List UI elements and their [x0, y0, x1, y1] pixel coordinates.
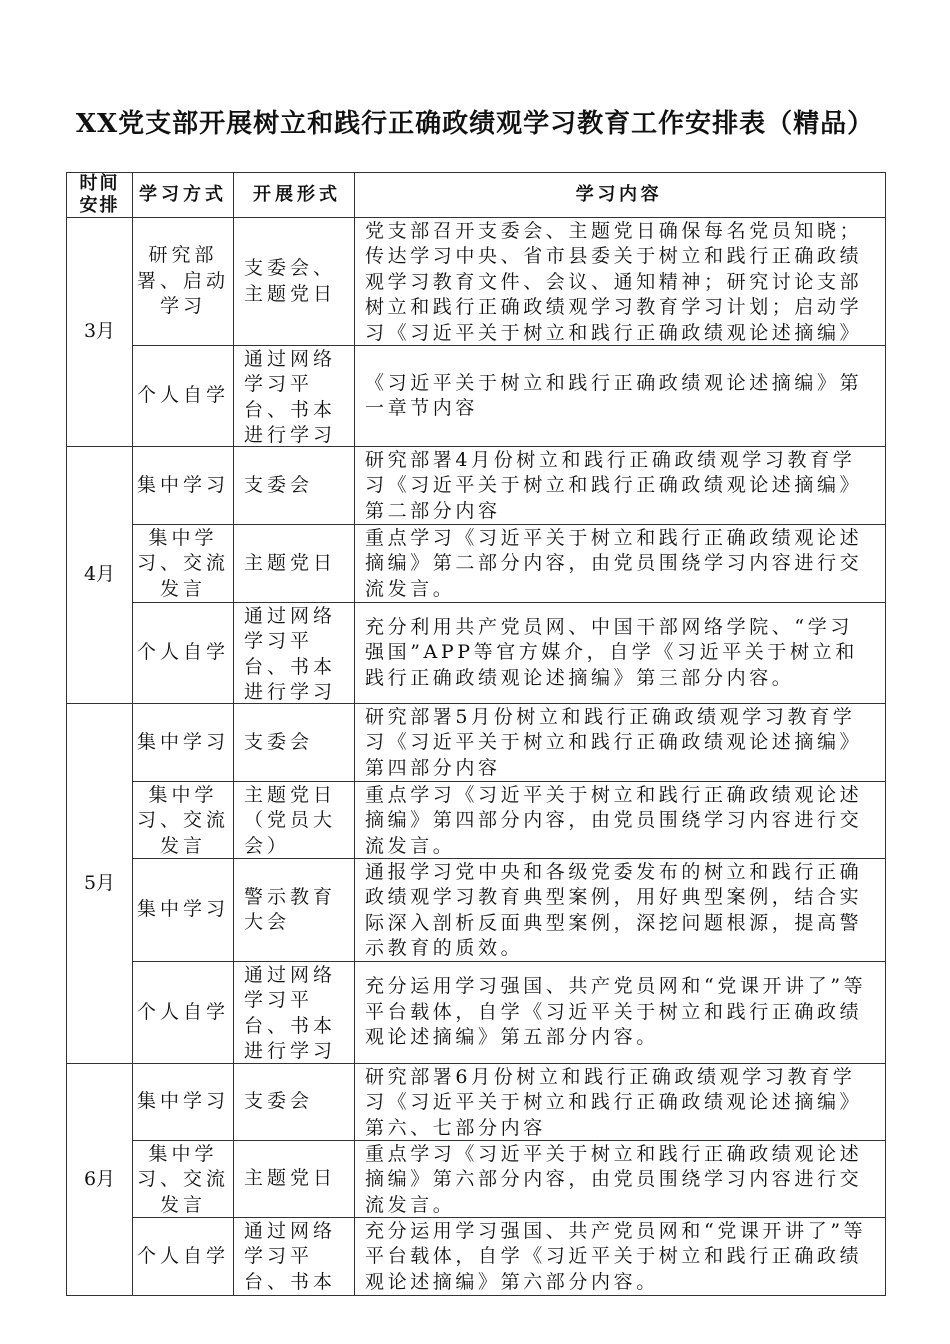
form-cell-text: 通过网络学习平台、书本进行学习: [244, 963, 337, 1062]
content-cell: [355, 1064, 886, 1141]
method-cell: [133, 962, 234, 1064]
form-cell-text: 通过网络学习平台、书本进行学习: [244, 604, 337, 703]
method-cell: [133, 346, 234, 447]
content-cell-text: 研究部署4月份树立和践行正确政绩观学习教育学习《习近平关于树立和践行正确政绩观论述摘编》第二部分内容: [365, 448, 863, 522]
content-cell: [355, 782, 886, 859]
form-cell-text: 警示教育大会: [244, 885, 337, 933]
table-row: [67, 1141, 886, 1218]
content-cell: [355, 603, 886, 704]
table-row: [67, 603, 886, 704]
form-cell: [234, 603, 355, 704]
header-method: 学习方式: [133, 173, 234, 218]
month-cell: 4月: [67, 447, 133, 704]
content-cell-text: 重点学习《习近平关于树立和践行正确政绩观论述摘编》第四部分内容，由党员围绕学习内容进行交流发言。: [365, 783, 863, 857]
form-cell-text: 主题党日: [244, 551, 337, 574]
form-cell: [234, 962, 355, 1064]
method-cell: [133, 603, 234, 704]
header-time: 时间安排: [67, 173, 133, 218]
content-cell: [355, 962, 886, 1064]
method-cell-text: 个人自学: [137, 384, 229, 407]
method-cell: [133, 1218, 234, 1296]
table-row: [67, 218, 886, 346]
form-cell-text: 支委会: [244, 473, 314, 496]
form-cell: [234, 1064, 355, 1141]
content-cell-text: 《习近平关于树立和践行正确政绩观论述摘编》第一章节内容: [365, 371, 863, 419]
method-cell: [133, 859, 234, 962]
method-cell-text: 个人自学: [137, 1000, 229, 1023]
form-cell-text: 通过网络学习平台、书本进行学习: [244, 347, 337, 446]
method-cell: [133, 782, 234, 859]
month-cell: 5月: [67, 704, 133, 1064]
method-cell-text: 集中学习、交流发言: [137, 783, 229, 857]
method-cell-text: 集中学习、交流发言: [137, 526, 229, 600]
table-row: [67, 447, 886, 525]
form-cell: [234, 859, 355, 962]
content-cell-text: 研究部署5月份树立和践行正确政绩观学习教育学习《习近平关于树立和践行正确政绩观论述摘编》第四部分内容: [365, 705, 863, 779]
method-cell-text: 集中学习: [137, 1090, 229, 1113]
table-body: [67, 218, 886, 1296]
table-row: [67, 1218, 886, 1296]
table-row: [67, 962, 886, 1064]
form-cell-text: 主题党日（党员大会）: [244, 783, 337, 857]
form-cell-text: 支委会、主题党日: [244, 257, 337, 305]
content-cell-text: 通报学习党中央和各级党委发布的树立和践行正确政绩观学习教育典型案例，用好典型案例，结合实际深入剖析反面典型案例，深挖问题根源，提高警示教育的质效。: [365, 860, 863, 959]
method-cell: [133, 704, 234, 782]
method-cell-text: 集中学习: [137, 730, 229, 753]
method-cell: [133, 447, 234, 525]
form-cell-text: 支委会: [244, 730, 314, 753]
method-cell-text: 个人自学: [137, 641, 229, 664]
content-cell-text: 充分运用学习强国、共产党员网和“党课开讲了”等平台载体，自学《习近平关于树立和践行正确政绩观论述摘编》第六部分内容。: [365, 1219, 867, 1293]
content-cell: [355, 218, 886, 346]
content-cell-text: 党支部召开支委会、主题党日确保每名党员知晓；传达学习中央、省市县委关于树立和践行正确政绩观学习教育文件、会议、通知精神；研究讨论支部树立和践行正确政绩观学习教育学习计划；启动学习《习近平关于树立和践行正确政绩观论述摘编》: [365, 219, 863, 344]
method-cell: [133, 218, 234, 346]
content-cell: [355, 859, 886, 962]
content-cell-text: 重点学习《习近平关于树立和践行正确政绩观论述摘编》第二部分内容，由党员围绕学习内容进行交流发言。: [365, 526, 863, 600]
table-header-row: [67, 173, 886, 218]
content-cell: [355, 346, 886, 447]
table-row: [67, 346, 886, 447]
content-cell: [355, 704, 886, 782]
method-cell-text: 个人自学: [137, 1244, 229, 1267]
table-row: [67, 525, 886, 603]
schedule-table: [66, 172, 886, 1296]
method-cell: [133, 1064, 234, 1141]
month-cell: 3月: [67, 218, 133, 447]
form-cell: [234, 1141, 355, 1218]
form-cell-text: 主题党日: [244, 1167, 337, 1190]
content-cell-text: 充分运用学习强国、共产党员网和“党课开讲了”等平台载体，自学《习近平关于树立和践行正确政绩观论述摘编》第五部分内容。: [365, 975, 867, 1049]
form-cell: [234, 447, 355, 525]
form-cell: [234, 218, 355, 346]
content-cell: [355, 1218, 886, 1296]
header-content: 学习内容: [355, 173, 886, 218]
table-row: [67, 1064, 886, 1141]
month-cell: 6月: [67, 1064, 133, 1296]
table-row: [67, 782, 886, 859]
method-cell-text: 集中学习: [137, 473, 229, 496]
method-cell-text: 研究部署、启动学习: [137, 244, 229, 318]
content-cell: [355, 1141, 886, 1218]
method-cell: [133, 525, 234, 603]
content-cell: [355, 447, 886, 525]
table-row: [67, 859, 886, 962]
form-cell: [234, 782, 355, 859]
content-cell: [355, 525, 886, 603]
form-cell: [234, 525, 355, 603]
form-cell: [234, 1218, 355, 1296]
document-title: XX党支部开展树立和践行正确政绩观学习教育工作安排表（精品）: [75, 109, 875, 139]
content-cell-text: 充分利用共产党员网、中国干部网络学院、“学习强国”APP等官方媒介，自学《习近平关于树立和践行正确政绩观论述摘编》第三部分内容。: [365, 615, 858, 689]
form-cell: [234, 346, 355, 447]
form-cell-text: 支委会: [244, 1090, 314, 1113]
header-form: 开展形式: [234, 173, 355, 218]
content-cell-text: 研究部署6月份树立和践行正确政绩观学习教育学习《习近平关于树立和践行正确政绩观论述摘编》第六、七部分内容: [365, 1065, 863, 1139]
method-cell: [133, 1141, 234, 1218]
method-cell-text: 集中学习、交流发言: [137, 1142, 229, 1216]
form-cell-text: 通过网络学习平台、书本: [244, 1219, 337, 1293]
form-cell: [234, 704, 355, 782]
content-cell-text: 重点学习《习近平关于树立和践行正确政绩观论述摘编》第六部分内容，由党员围绕学习内容进行交流发言。: [365, 1142, 863, 1216]
table-row: [67, 704, 886, 782]
method-cell-text: 集中学习: [137, 898, 229, 921]
